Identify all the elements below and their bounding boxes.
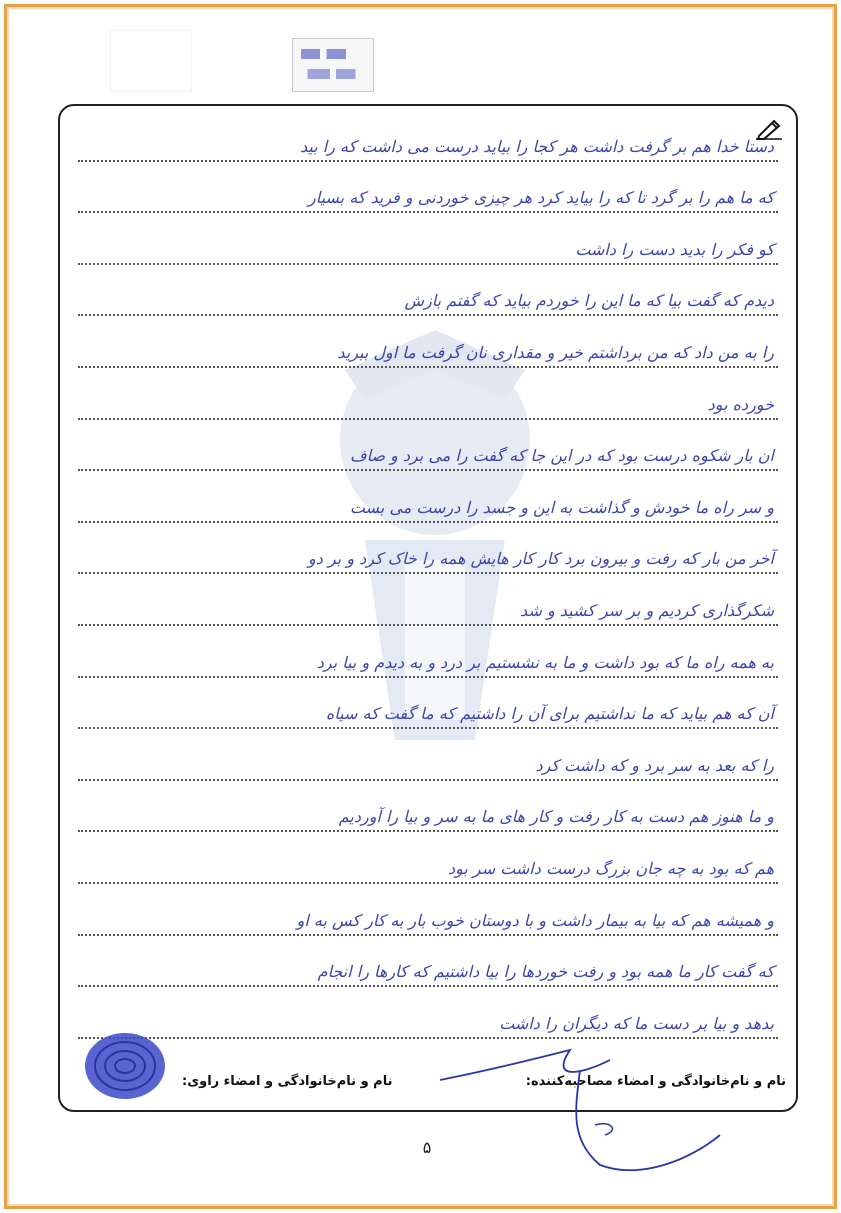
narrator-signature-label: نام و نام‌خانوادگی و امضاء راوی: (182, 1074, 393, 1089)
ruled-line (78, 368, 778, 420)
ruled-line (78, 678, 778, 730)
ruled-line (78, 832, 778, 884)
ruled-line (78, 316, 778, 368)
handwritten-text: و ما هنوز هم دست به کار رفت و کار های ما به سر و بیا را آوردیم (338, 807, 774, 827)
ruled-line (78, 626, 778, 678)
handwritten-text: را به من داد که من برداشتم خیر و مقداری نان گرفت ما اول ببرید (337, 342, 774, 362)
handwritten-text: که گفت کار ما همه بود و رفت خوردها را بیا داشتیم که کارها را انجام (317, 962, 774, 982)
page-number: ۵ (422, 1138, 432, 1157)
handwritten-text: شکرگذاری کردیم و بر سر کشید و شد (520, 600, 774, 620)
handwriting-lines (78, 110, 778, 1039)
handwritten-text: دستا خدا هم بر گرفت داشت هر کجا را بیاید درست می داشت که را بید (300, 136, 774, 156)
ruled-line (78, 420, 778, 472)
ruled-line (78, 523, 778, 575)
interviewer-signature-label: نام و نام‌خانوادگی و امضاء مصاحبه‌کننده: (525, 1074, 786, 1089)
ruled-line (78, 574, 778, 626)
registration-stamp (292, 38, 374, 92)
ruled-line (78, 265, 778, 317)
ruled-line (78, 936, 778, 988)
ruled-line (78, 162, 778, 214)
ruled-line (78, 729, 778, 781)
handwritten-text: که ما هم را بر گرد تا که را بیاید کرد هر چیزی خوردنی و فرید که بسیار (307, 188, 774, 208)
handwritten-text: کو فکر را بدید دست را داشت (575, 239, 774, 259)
ruled-line (78, 213, 778, 265)
handwritten-text: دیدم که گفت بیا که ما این را خوردم بیاید که گفتم بازش (404, 291, 774, 311)
handwritten-text: را که بعد به سر برد و که داشت کرد (535, 755, 774, 775)
ruled-line (78, 781, 778, 833)
ruled-line (78, 987, 778, 1039)
handwritten-text: آن که هم بیاید که ما نداشتیم برای آن را داشتیم که ما گفت که سیاه (325, 704, 774, 724)
handwritten-text: به همه راه ما که بود داشت و ما به نشستیم بر درد و به دیدم و بیا برد (316, 652, 774, 672)
faint-stamp (110, 30, 192, 92)
handwritten-signature (430, 1040, 730, 1180)
handwritten-text: و همیشه هم که بیا به بیمار داشت و با دوستان خوب بار به کار کس به او (296, 910, 774, 930)
handwritten-text: هم که بود به چه جان بزرگ درست داشت سر بود (447, 858, 774, 878)
handwritten-text: بدهد و بیا بر دست ما که دیگران را داشت (499, 1013, 774, 1033)
handwritten-text: و سر راه ما خودش و گذاشت به این و جسد را درست می بست (349, 497, 774, 517)
handwritten-text: آخر من بار که رفت و بیرون برد کار کار هایش همه را خاک کرد و بر دو (308, 549, 774, 569)
handwritten-text: خورده بود (707, 394, 774, 414)
ruled-line (78, 110, 778, 162)
ruled-line (78, 884, 778, 936)
ruled-line (78, 471, 778, 523)
handwritten-text: ان بار شکوه درست بود که در این جا که گفت را می برد و صاف (349, 446, 774, 466)
